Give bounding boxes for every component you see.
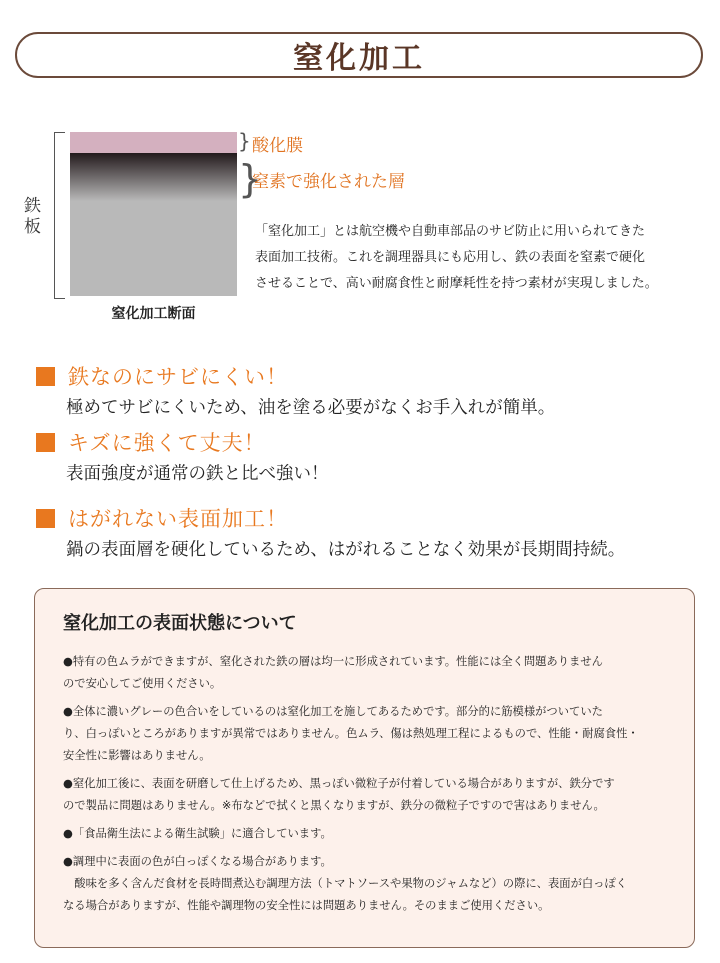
notice-item xyxy=(63,823,678,845)
iron-plate-bracket xyxy=(54,132,65,299)
notice-box xyxy=(34,588,695,948)
notice-heading: 窒化加工の表面状態について xyxy=(63,613,297,634)
notice-item xyxy=(63,651,678,695)
title-banner xyxy=(15,32,703,78)
bullet-square-icon xyxy=(36,433,55,452)
iron-layer xyxy=(70,201,237,296)
feature-non-peeling xyxy=(36,503,625,561)
iron-plate-label: 鉄板 xyxy=(24,196,41,237)
bullet-square-icon xyxy=(36,509,55,528)
feature-body: 表面強度が通常の鉄と比べ強い！ xyxy=(66,464,329,484)
feature-heading: はがれない表面加工！ xyxy=(68,507,288,531)
oxide-brace-icon: } xyxy=(238,129,251,153)
description-line: 表面加工技術。これを調理器具にも応用し、鉄の表面を窒素で硬化 xyxy=(255,250,646,265)
notice-list xyxy=(63,651,678,923)
notice-line: 安全性に影響はありません。 xyxy=(63,749,211,762)
notice-line: ので安心してご使用ください。 xyxy=(63,677,222,690)
notice-line: ●「食品衛生法による衛生試験」に適合しています。 xyxy=(63,827,332,840)
nitride-layer-label: 窒素で強化された層 xyxy=(252,172,405,192)
description-line: させることで、高い耐腐食性と耐摩耗性を持つ素材が実現しました。 xyxy=(255,276,658,291)
notice-line: ので製品に問題はありません。※布などで拭くと黒くなりますが、鉄分の微粒子ですので害はありません。 xyxy=(63,799,605,812)
feature-heading: 鉄なのにサビにくい！ xyxy=(68,365,288,389)
nitride-layer xyxy=(70,153,237,201)
notice-item xyxy=(63,701,678,767)
oxide-layer-label: 酸化膜 xyxy=(252,136,303,156)
bullet-square-icon xyxy=(36,367,55,386)
notice-item xyxy=(63,773,678,817)
notice-line: ●特有の色ムラができますが、窒化された鉄の層は均一に形成されています。性能には全く問題ありません xyxy=(63,655,603,668)
feature-body: 極めてサビにくいため、油を塗る必要がなくお手入れが簡単。 xyxy=(66,398,556,418)
notice-line: なる場合がありますが、性能や調理物の安全性には問題ありません。そのままご使用ください。 xyxy=(63,899,550,912)
nitride-brace-icon: } xyxy=(238,157,263,201)
notice-line: り、白っぽいところがありますが異常ではありません。色ムラ、傷は熱処理工程によるもので、性能・耐腐食性・ xyxy=(63,727,639,740)
notice-line: ●全体に濃いグレーの色合いをしているのは窒化加工を施してあるためです。部分的に筋模様がついていた xyxy=(63,705,603,718)
notice-line: ●窒化加工後に、表面を研磨して仕上げるため、黒っぽい微粒子が付着している場合がありますが、鉄分です xyxy=(63,777,615,790)
description xyxy=(255,219,705,297)
notice-line: ●調理中に表面の色が白っぽくなる場合があります。 xyxy=(63,855,332,868)
feature-heading: キズに強くて丈夫！ xyxy=(68,431,266,455)
oxide-layer xyxy=(70,132,237,153)
feature-scratch-resistant xyxy=(36,427,329,485)
cross-section-caption: 窒化加工断面 xyxy=(111,306,196,322)
feature-rust-resistant xyxy=(36,361,555,419)
notice-item xyxy=(63,851,678,917)
description-line: 「窒化加工」とは航空機や自動車部品のサビ防止に用いられてきた xyxy=(255,224,646,239)
page-title: 窒化加工 xyxy=(293,41,425,76)
feature-body: 鍋の表面層を硬化しているため、はがれることなく効果が長期間持続。 xyxy=(66,540,626,560)
notice-line: 酸味を多く含んだ食材を長時間煮込む調理方法（トマトソースや果物のジャムなど）の際に、表面が白っぽく xyxy=(63,877,628,890)
